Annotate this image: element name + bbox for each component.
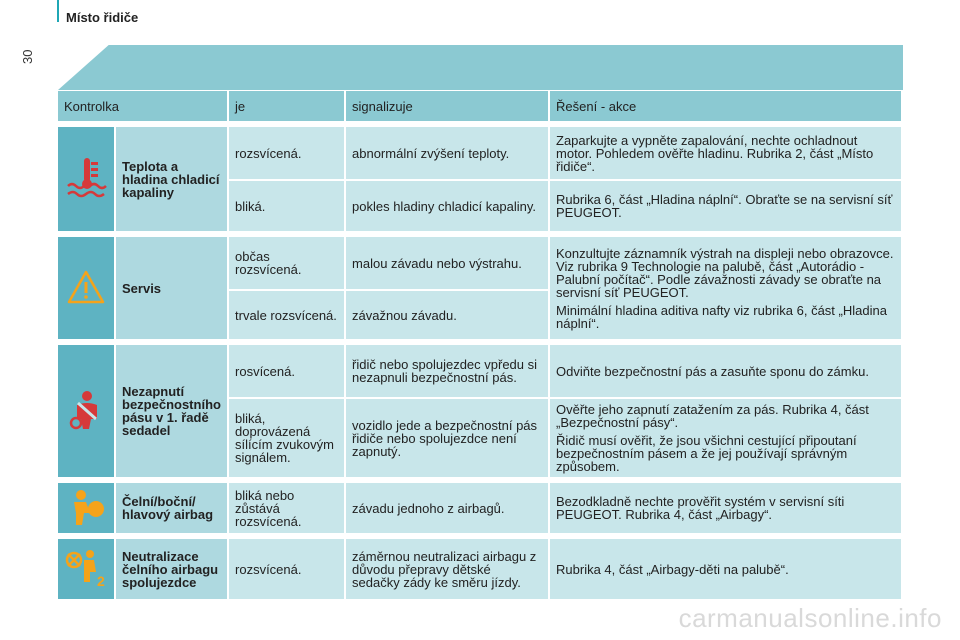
signal-cell: řidič nebo spolujezdec vpředu si nezapnuli bezpečnostní pás.	[346, 345, 550, 399]
state-cell: rozsvícená.	[229, 127, 346, 181]
state-cell: bliká.	[229, 181, 346, 233]
action-text: Konzultujte záznamník výstrah na displeji nebo obrazovce. Viz rubrika 9 Technologie na palubě, část „Autorádio - Palubní počítač“. Podle závažnosti závady se obraťte na servisní síť PEUGEOT.	[556, 245, 894, 300]
state-cell: rosvícená.	[229, 345, 346, 399]
page-number: 30	[20, 49, 35, 64]
warning-name: Neutralizace čelního airbagu spolujezdce	[116, 539, 229, 601]
action-cell: Bezodkladně nechte prověřit systém v servisní síti PEUGEOT. Rubrika 4, část „Airbagy“.	[550, 483, 903, 535]
state-cell: trvale rozsvícená.	[229, 291, 346, 341]
warning-name: Servis	[116, 237, 229, 341]
table-header-row	[58, 91, 903, 123]
icon-cell	[58, 127, 116, 233]
signal-cell: abnormální zvýšení teploty.	[346, 127, 550, 181]
action-text: Ověřte jeho zapnutí zatažením za pás. Rubrika 4, část „Bezpečnostní pásy“.	[556, 402, 869, 430]
column-header-kontrolka: Kontrolka	[58, 91, 229, 123]
airbag-icon	[66, 487, 106, 527]
warning-name: Nezapnutí bezpečnostního pásu v 1. řadě sedadel	[116, 345, 229, 479]
action-text-secondary: Řidič musí ověřit, že jsou všichni cestující připoutaní bezpečnostním pásem a že jej používají správným způsobem.	[556, 433, 857, 474]
warning-name: Teplota a hladina chladicí kapaliny	[116, 127, 229, 233]
table-row	[58, 345, 903, 399]
warning-triangle-icon	[66, 269, 106, 305]
action-cell	[550, 399, 903, 479]
icon-cell	[58, 539, 116, 601]
page-title: Místo řidiče	[66, 10, 139, 25]
action-cell: Zaparkujte a vypněte zapalování, nechte ochladnout motor. Pohledem ověřte hladinu. Rubrika 2, část „Místo řidiče“.	[550, 127, 903, 181]
signal-cell: závažnou závadu.	[346, 291, 550, 341]
svg-text:2: 2	[97, 573, 105, 589]
state-cell: rozsvícená.	[229, 539, 346, 601]
warning-lights-table	[58, 91, 903, 601]
state-cell: bliká nebo zůstává rozsvícená.	[229, 483, 346, 535]
icon-cell	[58, 345, 116, 479]
table-row	[58, 127, 903, 181]
icon-cell	[58, 483, 116, 535]
signal-cell: závadu jednoho z airbagů.	[346, 483, 550, 535]
header-banner	[58, 45, 903, 90]
column-header-signal: signalizuje	[346, 91, 550, 123]
icon-cell	[58, 237, 116, 341]
seatbelt-icon	[66, 389, 106, 431]
signal-cell: pokles hladiny chladicí kapaliny.	[346, 181, 550, 233]
action-cell: Odviňte bezpečnostní pás a zasuňte sponu do zámku.	[550, 345, 903, 399]
coolant-temperature-icon	[64, 156, 110, 200]
action-cell	[550, 237, 903, 341]
action-text-secondary: Minimální hladina aditiva nafty viz rubrika 6, část „Hladina náplní“.	[556, 302, 887, 331]
signal-cell: vozidlo jede a bezpečnostní pás řidiče nebo spolujezdce není zapnutý.	[346, 399, 550, 479]
watermark: carmanualsonline.info	[678, 603, 942, 633]
column-header-state: je	[229, 91, 346, 123]
signal-cell: záměrnou neutralizaci airbagu z důvodu přepravy dětské sedačky zády ke směru jízdy.	[346, 539, 550, 601]
table-row	[58, 483, 903, 535]
action-cell: Rubrika 6, část „Hladina náplní“. Obraťte se na servisní síť PEUGEOT.	[550, 181, 903, 233]
table-row	[58, 539, 903, 601]
state-cell: občas rozsvícená.	[229, 237, 346, 291]
state-cell: bliká, doprovázená sílícím zvukovým signálem.	[229, 399, 346, 479]
table-row	[58, 237, 903, 291]
passenger-airbag-off-icon	[64, 546, 108, 590]
signal-cell: malou závadu nebo výstrahu.	[346, 237, 550, 291]
warning-name: Čelní/boční/ hlavový airbag	[116, 483, 229, 535]
action-cell: Rubrika 4, část „Airbagy-děti na palubě“.	[550, 539, 903, 601]
header-accent-line	[57, 0, 59, 22]
column-header-action: Řešení - akce	[550, 91, 903, 123]
